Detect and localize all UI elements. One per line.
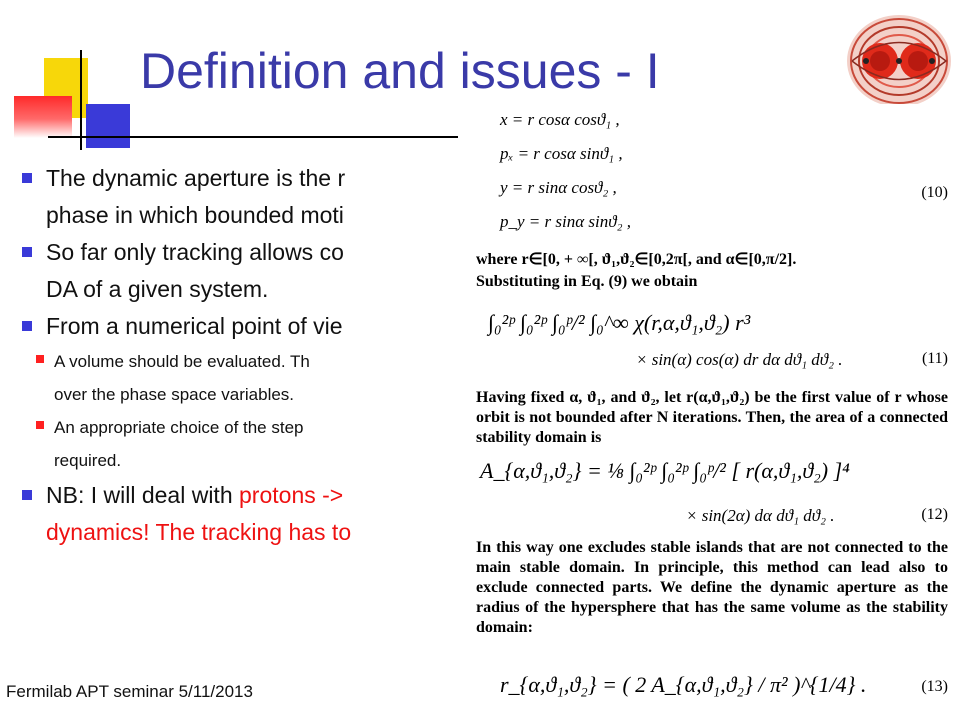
where-text: where r∈[0, + ∞[, ϑ₁,ϑ₂∈[0,2π[, and α∈[0,π/2]. [476,251,797,268]
bullet-text: The dynamic aperture is the r phase in which bounded moti [46,165,346,228]
bullet-square-icon [22,321,32,331]
integral-12-line2: × sin(2α) dα dϑ₁ dϑ₂ . [686,506,835,525]
integral-12-line1: A_{α,ϑ₁,ϑ₂} = ⅛ ∫₀²ᵖ ∫₀²ᵖ ∫₀ᵖ/² [ r(α,ϑ₁,ϑ₂) ]⁴ [480,458,850,483]
bullet-item [18,308,458,345]
substituting-text: Substituting in Eq. (9) we obtain [476,273,698,290]
eq-x: x = r cosα cosϑ₁ , [500,110,620,129]
sub-bullet-text: An appropriate choice of the step required. [54,418,304,470]
slide-title: Definition and issues - I [140,43,660,99]
bullet-square-icon [22,490,32,500]
integral-11-line1: ∫₀²ᵖ ∫₀²ᵖ ∫₀ᵖ/² ∫₀^∞ χ(r,α,ϑ₁,ϑ₂) r³ [488,310,751,335]
bullet-text-plain: NB: I will deal with [46,482,240,508]
sub-bullet-item [32,411,458,477]
having-fixed-text: Having fixed α, ϑ₁, and ϑ₂, let r(α,ϑ₁,ϑ₂) be the first value of r whose orbit is not bounded after N iterations. Then, the area of a connected stability domain is [476,389,948,446]
eq-number-13: (13) [921,678,948,695]
bullet-item [18,160,458,234]
eq-number-11: (11) [921,350,948,367]
slide-footer: Fermilab APT seminar 5/11/2013 [6,682,253,701]
bullet-list [18,160,458,551]
sub-bullet-item [32,345,458,411]
bullet-item [18,234,458,308]
beam-logo-icon [846,14,952,108]
eq-px: pₓ = r cosα sinϑ₁ , [500,144,623,163]
eq-py: p_y = r sinα sinϑ₂ , [500,212,631,231]
eq-number-12: (12) [921,506,948,523]
bullet-square-icon [22,247,32,257]
eq-13: r_{α,ϑ₁,ϑ₂} = ( 2 A_{α,ϑ₁,ϑ₂} / π² )^{1/4} . [500,672,867,697]
corner-vertical-line [80,50,82,150]
title-underline [48,136,468,138]
eq-y: y = r sinα cosϑ₂ , [500,178,617,197]
corner-red-block [14,96,72,138]
paper-excerpt [458,104,960,720]
integral-11-line2: × sin(α) cos(α) dr dα dϑ₁ dϑ₂ . [636,350,843,369]
bullet-text [46,477,351,551]
sub-bullet-square-icon [36,355,44,363]
bullet-square-icon [22,173,32,183]
sub-bullet-square-icon [36,421,44,429]
bullet-text: From a numerical point of vie [46,313,343,339]
corner-blue-block [86,104,130,148]
in-this-way-text: In this way one excludes stable islands that are not connected to the main stable domain. In principle, this method can lead also to exclude connected parts. We define the dynamic aperture as the radius of the hypersphere that has the same volume as the stability domain: [476,539,948,636]
sub-bullet-text: A volume should be evaluated. Th over the phase space variables. [54,352,310,404]
bullet-text: So far only tracking allows co DA of a given system. [46,239,344,302]
bullet-item [18,477,458,551]
bullet-text-highlight: protons -> dynamics! The tracking has to [46,482,352,545]
eq-number-10: (10) [921,184,948,201]
